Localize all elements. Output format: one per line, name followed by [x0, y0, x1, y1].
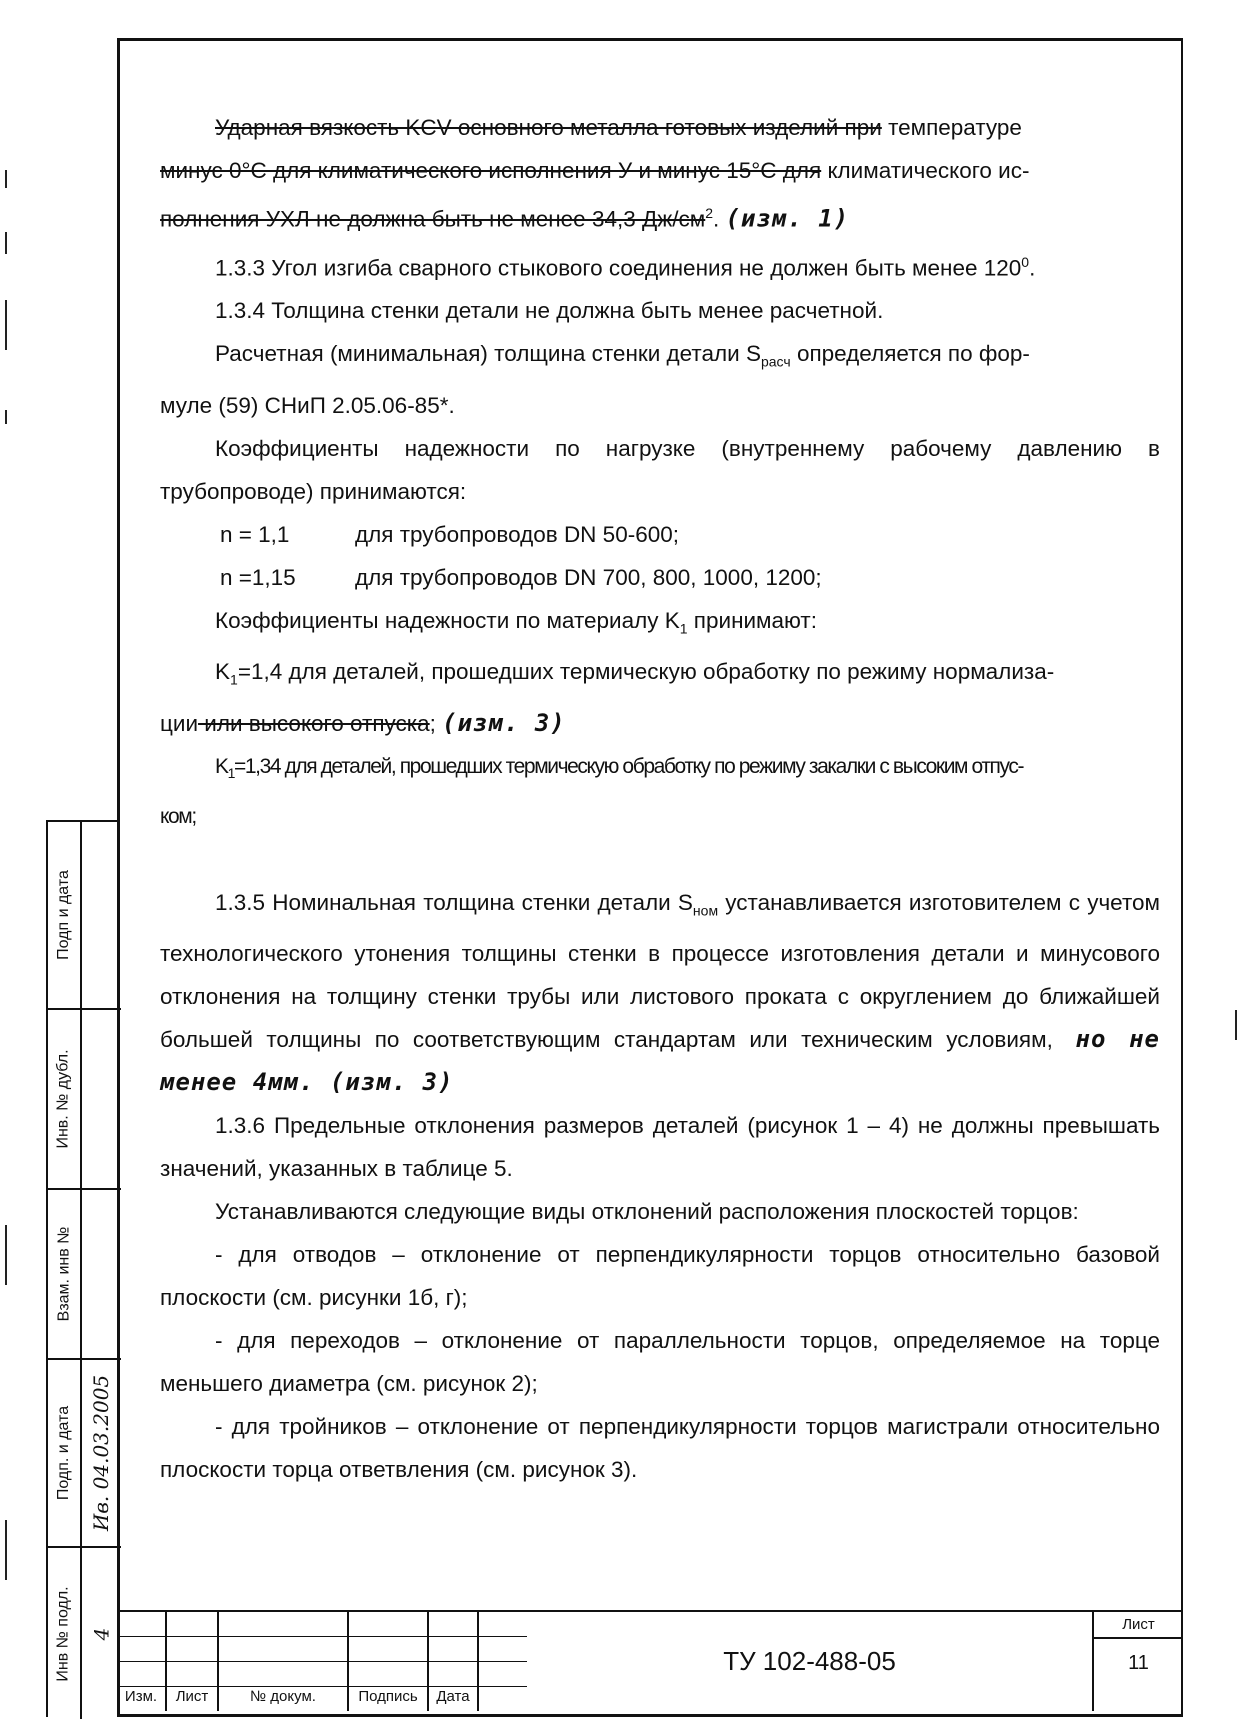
document-code: ТУ 102-488-05 — [527, 1612, 1094, 1711]
handwritten-signature-date: Ив. 04.03.2005 — [89, 1374, 114, 1532]
paragraph-deviation-types: Устанавливаются следующие виды отклонений расположения плоскостей торцов: — [215, 1199, 1079, 1225]
coef-row-1: n = 1,1 для трубопроводов DN 50-600; — [220, 521, 679, 547]
left-stamp-column — [46, 820, 119, 1717]
stamp-cell-podp-data: Подп и дата — [48, 822, 121, 1010]
header-dokum: № докум. — [250, 1688, 316, 1705]
header-data: Дата — [436, 1688, 470, 1705]
list-item-tees: - для тройников – отклонение от перпендикулярности торцов магистрали относительно плоскости торца ответвления (см. рисунок 3). — [160, 1414, 1160, 1483]
stamp-cell-podp-data-2: Подп. и дата Ив. 04.03.2005 — [48, 1360, 121, 1548]
paragraph-k1-quench: $K_1=1,34$ для деталей, прошедших термическую обработку по режиму закалки с высоким отпус- ком; — [160, 754, 1024, 828]
paragraph-1-3-4: 1.3.4 Толщина стенки детали не должна быть менее расчетной. — [215, 298, 884, 323]
scan-mark — [5, 232, 7, 254]
paragraph-1-3-5: 1.3.5 Номинальная толщина стенки детали $S_{ном}$ устанавливается изготовителем с учетом технологического утонения толщины стенки в процессе изготовления детали и минусового отклонения на толщину стенки трубы или листового проката с округлением до ближайшей большей толщины по соответствующим стандартам или техническим условиям, но не менее 4мм. (изм. 3) — [160, 889, 1160, 1097]
paragraph-1-3-3: 1.3.3 Угол изгиба сварного стыкового соединения не должен быть менее $120^0$. — [215, 253, 1036, 280]
header-podpis: Подпись — [358, 1688, 418, 1705]
revision-grid — [117, 1612, 527, 1711]
scan-mark — [5, 170, 7, 188]
stamp-cell-inv-podl: Инв № подл. 4 — [48, 1548, 121, 1719]
scan-mark — [5, 1225, 7, 1285]
list-item-reducers: - для переходов – отклонение от параллельности торцов, определяемое на торце меньшего диаметра (см. рисунок 2); — [160, 1328, 1160, 1397]
header-izm: Изм. — [124, 1688, 158, 1705]
sheet-number: 11 — [1128, 1652, 1149, 1674]
handwritten-change-note: (изм. 3) — [442, 708, 566, 737]
stamp-cell-vzam: Взам. инв № — [48, 1190, 121, 1360]
handwritten-change-note: но не менее 4мм. (изм. 3) — [160, 1025, 1160, 1097]
scan-mark — [5, 1520, 7, 1580]
list-item-elbows: - для отводов – отклонение от перпендикулярности торцов относительно базовой плоскости (см. рисунки 1б, г); — [160, 1242, 1160, 1311]
handwritten-inventory-number: 4 — [89, 1627, 114, 1640]
paragraph-calc-thickness: Расчетная (минимальная) толщина стенки детали $S_{расч}$ определяется по фор- муле (59) СНиП 2.05.06-85*. — [160, 341, 1030, 418]
header-list: Лист — [175, 1688, 209, 1705]
paragraph-1-3-6: 1.3.6 Предельные отклонения размеров деталей (рисунок 1 – 4) не должны превышать значений, указанных в таблице 5. — [160, 1113, 1160, 1182]
title-block — [117, 1610, 1183, 1711]
paragraph-material-coefficients: Коэффициенты надежности по материалу $K_1$ принимают: — [215, 607, 817, 636]
kcv-paragraph: Ударная вязкость KCV основного металла готовых изделий при температуре минус 0°С для климатического исполнения У и минус 15°С для климатического ис- полнения УХЛ не должна быть не менее 34,3 $Дж/см^2$. (изм. 1) — [160, 115, 1030, 233]
scan-mark — [5, 410, 7, 424]
paragraph-load-coefficients: Коэффициенты надежности по нагрузке (внутреннему рабочему давлению в трубопроводе) принимаются: — [160, 435, 1160, 504]
scan-mark — [1235, 1010, 1237, 1040]
paragraph-k1-normalization: $K_1=1,4$ для деталей, прошедших термическую обработку по режиму нормализа- ции или высокого отпуска; (изм. 3) — [160, 659, 1055, 737]
handwritten-change-note: (изм. 1) — [725, 204, 850, 233]
document-body — [160, 106, 1160, 1491]
sheet-label: Лист — [1094, 1616, 1183, 1639]
scan-mark — [5, 300, 7, 350]
stamp-cell-inv-dubl: Инв. № дубл. — [48, 1010, 121, 1190]
coef-row-2: n =1,15 для трубопроводов DN 700, 800, 1000, 1200; — [220, 564, 822, 590]
